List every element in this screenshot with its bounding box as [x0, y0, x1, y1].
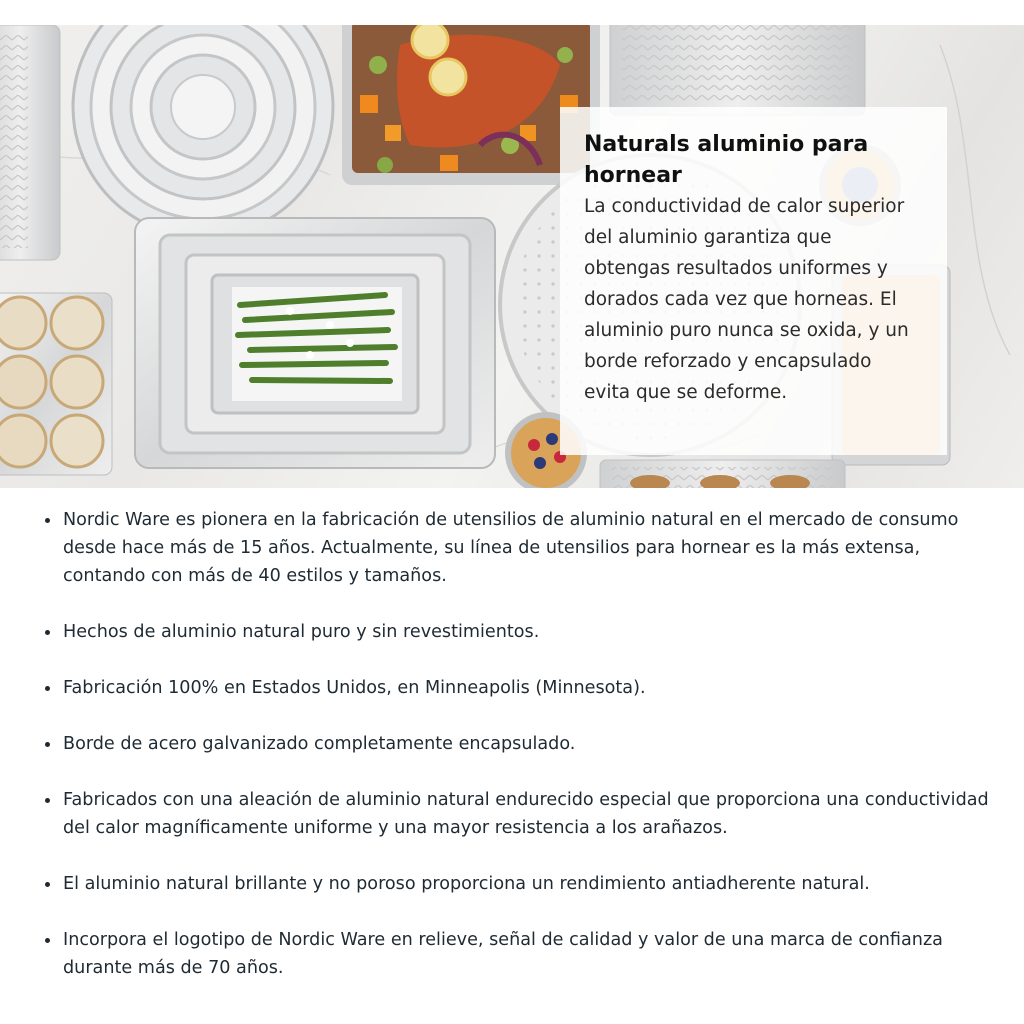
- round-pans-illustration: [73, 25, 333, 237]
- feature-item: [44, 730, 1004, 758]
- feature-item: [44, 506, 1004, 590]
- hero-description: La conductividad de calor superior del aluminio garantiza que obtengas resultados uniformes y dorados cada vez que horneas. El aluminio puro nunca se oxida, y un borde reforzado y encapsulado evita que se deforme.: [584, 196, 909, 403]
- feature-text: Hechos de aluminio natural puro y sin revestimientos.: [63, 622, 540, 642]
- bullet-dot: [45, 686, 50, 691]
- feature-text: Nordic Ware es pionera en la fabricación de utensilios de aluminio natural en el mercado de consumo desde hace más de 15 años. Actualmente, su línea de utensilios para hornear es la más extensa, contando con más de 40 estilos y tamaños.: [63, 510, 959, 586]
- bullet-dot: [45, 630, 50, 635]
- feature-item: [44, 674, 1004, 702]
- feature-item: [44, 870, 1004, 898]
- asparagus-tray-illustration: [135, 218, 495, 468]
- feature-item: [44, 618, 1004, 646]
- bullet-dot: [45, 882, 50, 887]
- hero-image: [0, 25, 1024, 488]
- hero-overlay-card: [560, 107, 947, 455]
- bullet-dot: [45, 518, 50, 523]
- muffin-pan-illustration: [0, 293, 112, 475]
- bullet-dot: [45, 798, 50, 803]
- bullet-dot: [45, 938, 50, 943]
- feature-text: Incorpora el logotipo de Nordic Ware en relieve, señal de calidad y valor de una marca de confianza durante más de 70 años.: [63, 930, 943, 978]
- feature-item: [44, 786, 1004, 842]
- feature-text: Borde de acero galvanizado completamente encapsulado.: [63, 734, 576, 754]
- feature-item: [44, 926, 1004, 982]
- feature-text: El aluminio natural brillante y no poroso proporciona un rendimiento antiadherente natural.: [63, 874, 870, 894]
- feature-text: Fabricados con una aleación de aluminio natural endurecido especial que proporciona una conductividad del calor magníficamente uniforme y una mayor resistencia a los arañazos.: [63, 790, 989, 838]
- hero-title: Naturals aluminio para hornear: [584, 132, 869, 188]
- feature-list: [44, 506, 1004, 1010]
- feature-text: Fabricación 100% en Estados Unidos, en Minneapolis (Minnesota).: [63, 678, 646, 698]
- bullet-dot: [45, 742, 50, 747]
